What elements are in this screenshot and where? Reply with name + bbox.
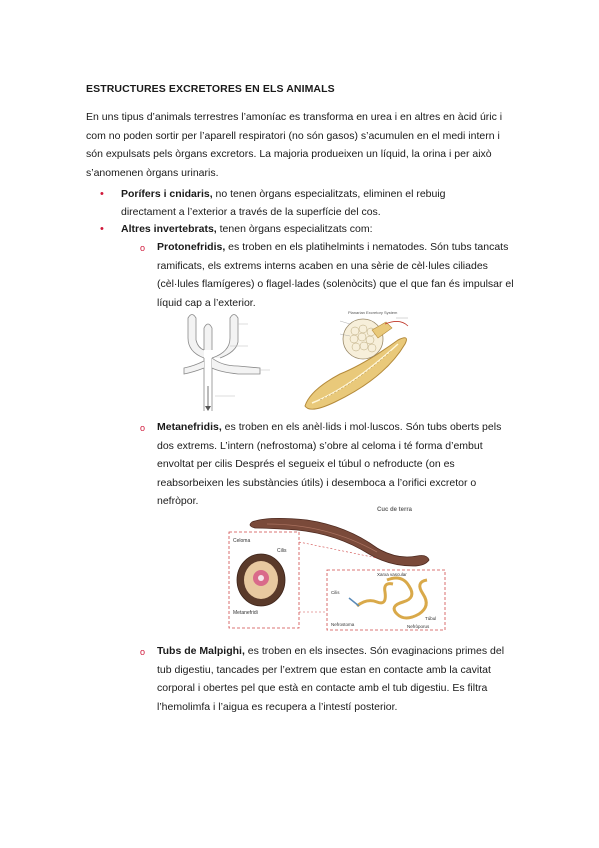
label-nefroporus: Nefròporus — [407, 624, 430, 629]
bullet-invertebrats — [121, 221, 501, 239]
subitem-protonefridis — [157, 238, 517, 312]
label-celoma: Celoma — [233, 538, 251, 544]
text: es troben en els insectes. Són evaginacions primes del tub digestiu, tancades per l’extrem que estan en contacte amb la cavitat corporal i obertes pel que està en contacte amb el tub digestiu. Es filtra l’hemolimfa i l’aigua es recupera a l’intestí posterior. — [157, 645, 505, 713]
text: es troben en els anèl·lids i mol·luscos. Són tubs oberts pels dos extrems. L’intern (nefrostoma) s’obre al celoma i té forma d’embut envoltat per cilis Després el segueix el túbul o nefroducte (on es reabsorbeixen les substàncies útils) i desemboca a l’orifici excretor o nefròpor. — [157, 421, 502, 508]
label-cilis-right: Cilis — [331, 590, 340, 595]
protonefridis-figure — [160, 306, 520, 416]
sub-bullet-icon: o — [140, 647, 146, 657]
page-title: ESTRUCTURES EXCRETORES EN ELS ANIMALS — [86, 83, 335, 95]
planarian-title: Planarian Excretory System — [348, 310, 398, 315]
text: es troben en els platihelmints i nematodes. Són tubs tancats ramificats, els extrems interns acaben en una sèrie de cèl·lules ciliades (cèl·lules flamígeres) o flagel·lades (solenòcits) que el que fan és impulsar el líquid cap a l’exterior. — [157, 241, 514, 309]
text: tenen òrgans especialitzats com: — [216, 223, 373, 235]
term: Altres invertebrats, — [121, 223, 217, 235]
sub-bullet-icon: o — [140, 423, 146, 433]
label-metanefridi: Metanefridi — [233, 610, 258, 616]
label-xarxa-vascular: Xarxa vascular — [377, 572, 407, 577]
label-nefrostoma: Nefrostoma — [331, 622, 355, 627]
bullet-icon: • — [100, 223, 104, 235]
figure2-title: Cuc de terra — [377, 507, 413, 513]
sub-bullet-icon: o — [140, 243, 146, 253]
subitem-metanefridis — [157, 418, 517, 511]
label-cilis-left: Cilis — [277, 548, 287, 554]
text: no tenen òrgans especialitzats, eliminen el rebuig directament a l’exterior a través de la superfície del cos. — [121, 188, 446, 218]
term: Porífers i cnidaris, — [121, 188, 213, 200]
bullet-porifers — [121, 186, 501, 221]
label-tubul: Túbul — [425, 616, 437, 621]
term: Tubs de Malpighi, — [157, 645, 245, 657]
flame-cell-diagram — [184, 315, 260, 412]
bullet-icon: • — [100, 188, 104, 200]
planarian-diagram — [305, 310, 408, 409]
term: Metanefridis, — [157, 421, 222, 433]
intro-paragraph: En uns tipus d’animals terrestres l’amoníac es transforma en urea i en altres en àcid úric i com no poden sortir per l’aparell respiratori (no són gasos) s’acumulen en el medi intern i són expulsats pels òrgans excretors. La majoria produeixen un líquid, la orina i per això s’anomenen òrgans urinaris. — [86, 111, 503, 179]
term: Protonefridis, — [157, 241, 226, 253]
subitem-malpighi — [157, 642, 517, 716]
metanefridis-figure — [227, 502, 447, 632]
